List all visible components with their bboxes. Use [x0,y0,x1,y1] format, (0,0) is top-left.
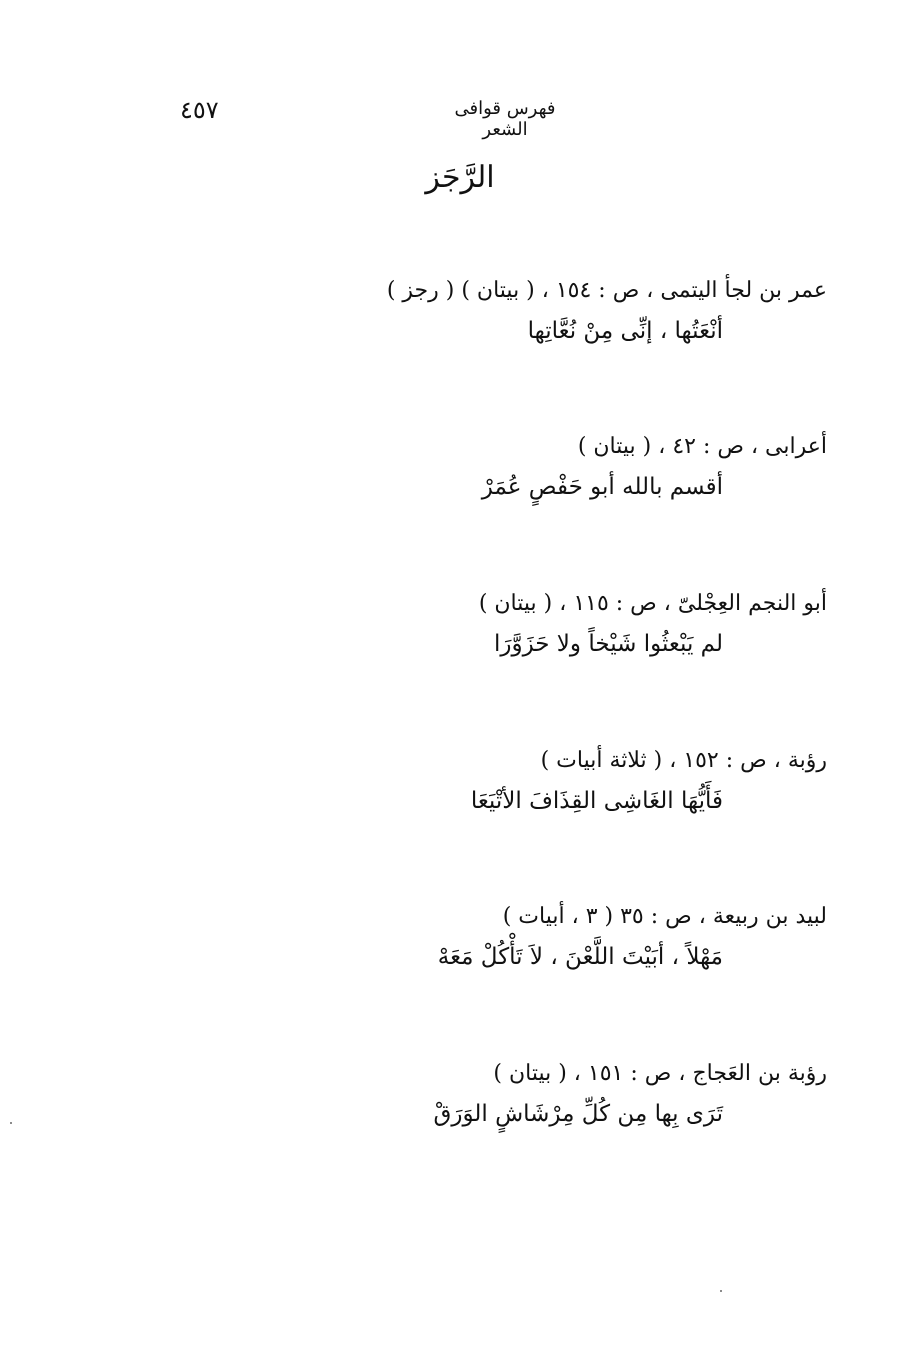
poem-entry [471,748,827,816]
section-title: الرَّجَز [425,160,495,195]
poem-entry [479,591,827,659]
entry-verse: مَهْلاً ، أبَيْتَ اللَّعْنَ ، لاَ تَأْكُلْ مَعَهْ [437,944,723,971]
entry-source: عمر بن لجأ اليتمى ، ص : ١٥٤ ، ( بيتان ) ( رجز ) [386,278,827,303]
entry-source: أعرابى ، ص : ٤٢ ، ( بيتان ) [577,434,827,459]
entry-verse: أنْعَتُها ، إنِّى مِنْ نُعَّاتِها [527,318,723,345]
entry-verse: لم يَبْعثُوا شَيْخاً ولا حَزَوَّرَا [493,631,723,658]
poem-entry [387,278,827,346]
scan-speck [720,1290,722,1292]
entry-source: أبو النجم العِجْلىّ ، ص : ١١٥ ، ( بيتان ) [478,591,827,616]
entry-verse: أقسم بالله أبو حَفْصٍ عُمَرْ [481,474,723,501]
poem-entry [434,1061,827,1129]
entry-source: لبيد بن ربيعة ، ص : ٣٥ ( ٣ ، أبيات ) [502,904,827,929]
entry-source: رؤبة بن العَجاج ، ص : ١٥١ ، ( بيتان ) [493,1061,827,1086]
poem-entry [482,434,827,502]
entry-verse: تَرَى بِها مِن كُلِّ مِرْشَاشٍ الوَرَقْ [433,1101,723,1128]
entry-source: رؤبة ، ص : ١٥٢ ، ( ثلاثة أبيات ) [540,748,827,773]
scan-speck [10,1122,12,1124]
entry-verse: فَأَيُّهَا الغَاشِى القِذَافَ الأتْيَعَا [470,788,723,815]
running-head: فهرس قوافى الشعر [454,98,556,140]
page-number: ٤٥٧ [180,96,219,124]
poem-entry [438,904,827,972]
